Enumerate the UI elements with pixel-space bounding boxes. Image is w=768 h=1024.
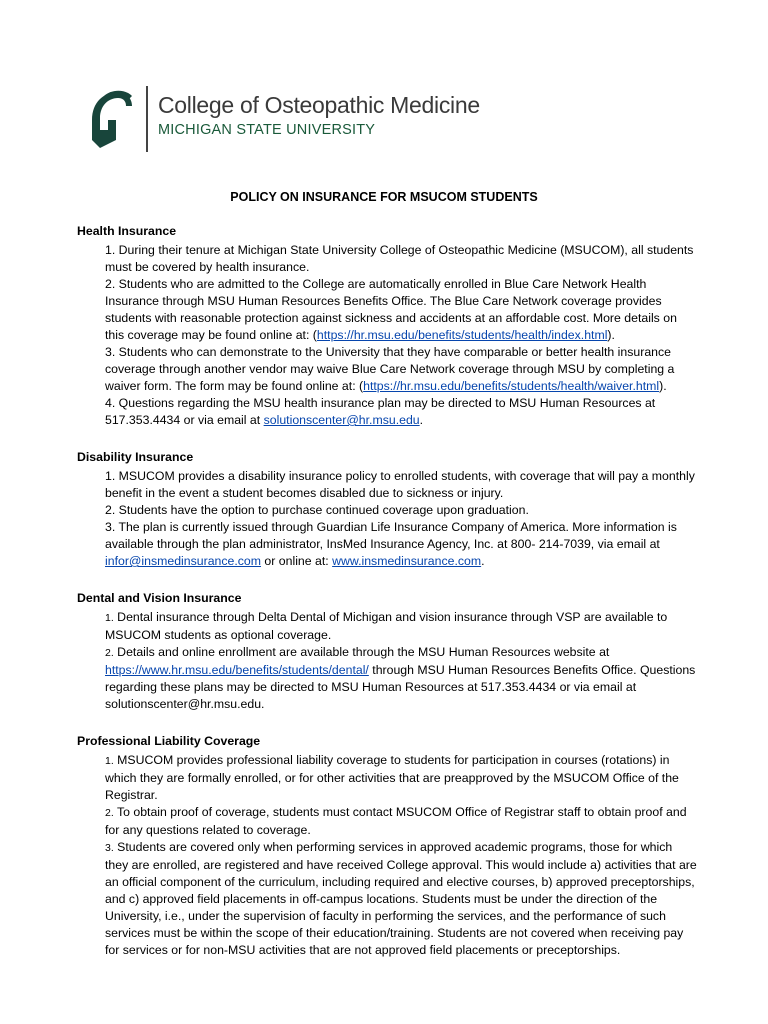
dental-website-link[interactable]: https://www.hr.msu.edu/benefits/students/dental/ [105,663,369,677]
insmed-website-link[interactable]: www.insmedinsurance.com [332,554,482,568]
spartan-helmet-icon [86,90,134,148]
dental-item-1: 1. Dental insurance through Delta Dental of Michigan and vision insurance through VSP are available to MSUCOM students as optional coverage. [105,610,668,642]
msu-com-logo [86,86,480,152]
health-item-1: 1. During their tenure at Michigan State University College of Osteopathic Medicine (MSUCOM), all students must be covered by health insurance. [105,243,694,274]
disability-item-2: 2. Students have the option to purchase continued coverage upon graduation. [105,503,529,517]
dental-item-2: 2. Details and online enrollment are available through the MSU Human Resources website at https://www.hr.msu.edu/benefits/students/dental/ through MSU Human Resources Benefits Office. Questions regarding these plans may be directed to MSU Human Resources at 517.353.4434 or via email at solutionscenter@hr.msu.edu. [105,645,696,711]
waiver-link[interactable]: https://hr.msu.edu/benefits/students/health/waiver.html [363,379,660,393]
solutionscenter-email-link[interactable]: solutionscenter@hr.msu.edu [263,413,420,427]
dental-heading: Dental and Vision Insurance [77,591,242,605]
health-heading: Health Insurance [77,224,177,238]
health-item-3: 3. Students who can demonstrate to the University that they have comparable or better health insurance coverage through another vendor may waive Blue Care Network coverage through MSU by completing a waiver form. The form may be found online at: (https://hr.msu.edu/benefits/students/health/waiver.html). [105,345,675,393]
liability-items [105,752,697,959]
college-name: College of Osteopathic Medicine [158,92,480,118]
logo-divider [146,86,148,152]
page-title: POLICY ON INSURANCE FOR MSUCOM STUDENTS [230,190,538,204]
dental-items [105,609,697,713]
liability-item-2: 2. To obtain proof of coverage, students must contact MSUCOM Office of Registrar staff to obtain proof and for any questions related to coverage. [105,805,687,837]
health-info-link[interactable]: https://hr.msu.edu/benefits/students/health/index.html [316,328,608,342]
health-item-4: 4. Questions regarding the MSU health insurance plan may be directed to MSU Human Resources at 517.353.4434 or via email at solutionscenter@hr.msu.edu. [105,396,656,427]
liability-heading: Professional Liability Coverage [77,734,261,748]
policy-body [77,223,697,959]
insmed-email-link[interactable]: infor@insmedinsurance.com [105,554,262,568]
health-items [105,242,697,429]
disability-item-3: 3. The plan is currently issued through Guardian Life Insurance Company of America. More information is available through the plan administrator, InsMed Insurance Agency, Inc. at 800- 214-7039, via email at infor@insmedinsurance.com or online at: www.insmedinsurance.com. [105,520,677,568]
disability-items [105,468,697,570]
disability-heading: Disability Insurance [77,450,194,464]
health-item-2: 2. Students who are admitted to the College are automatically enrolled in Blue Care Network Health Insurance through MSU Human Resources Benefits Office. The Blue Care Network coverage provides students with reasonable protection against sickness and accidents at an affordable cost. More details on this coverage may be found online at: (https://hr.msu.edu/benefits/students/health/index.html). [105,277,677,342]
liability-item-1: 1. MSUCOM provides professional liability coverage to students for participation in courses (rotations) in which they are formally enrolled, or for other activities that are preapproved by the MSUCOM Office of the Registrar. [105,753,679,802]
university-name: MICHIGAN STATE UNIVERSITY [158,122,376,138]
liability-item-3: 3. Students are covered only when performing services in approved academic programs, those for which they are enrolled, are registered and have received College approval. This would include a) activities that are an official component of the curriculum, including required and elective courses, b) approved preceptorships, and c) approved field placements in off-campus locations. Students must be under the direction of the University, i.e., under the supervision of faculty in performing the services, and the performance of such services must be within the scope of their education/training. Students are not covered when receiving pay for services or for non-MSU activities that are not approved field placements or preceptorships. [105,840,697,957]
disability-item-1: 1. MSUCOM provides a disability insurance policy to enrolled students, with coverage that will pay a monthly benefit in the event a student becomes disabled due to sickness or injury. [105,469,695,500]
